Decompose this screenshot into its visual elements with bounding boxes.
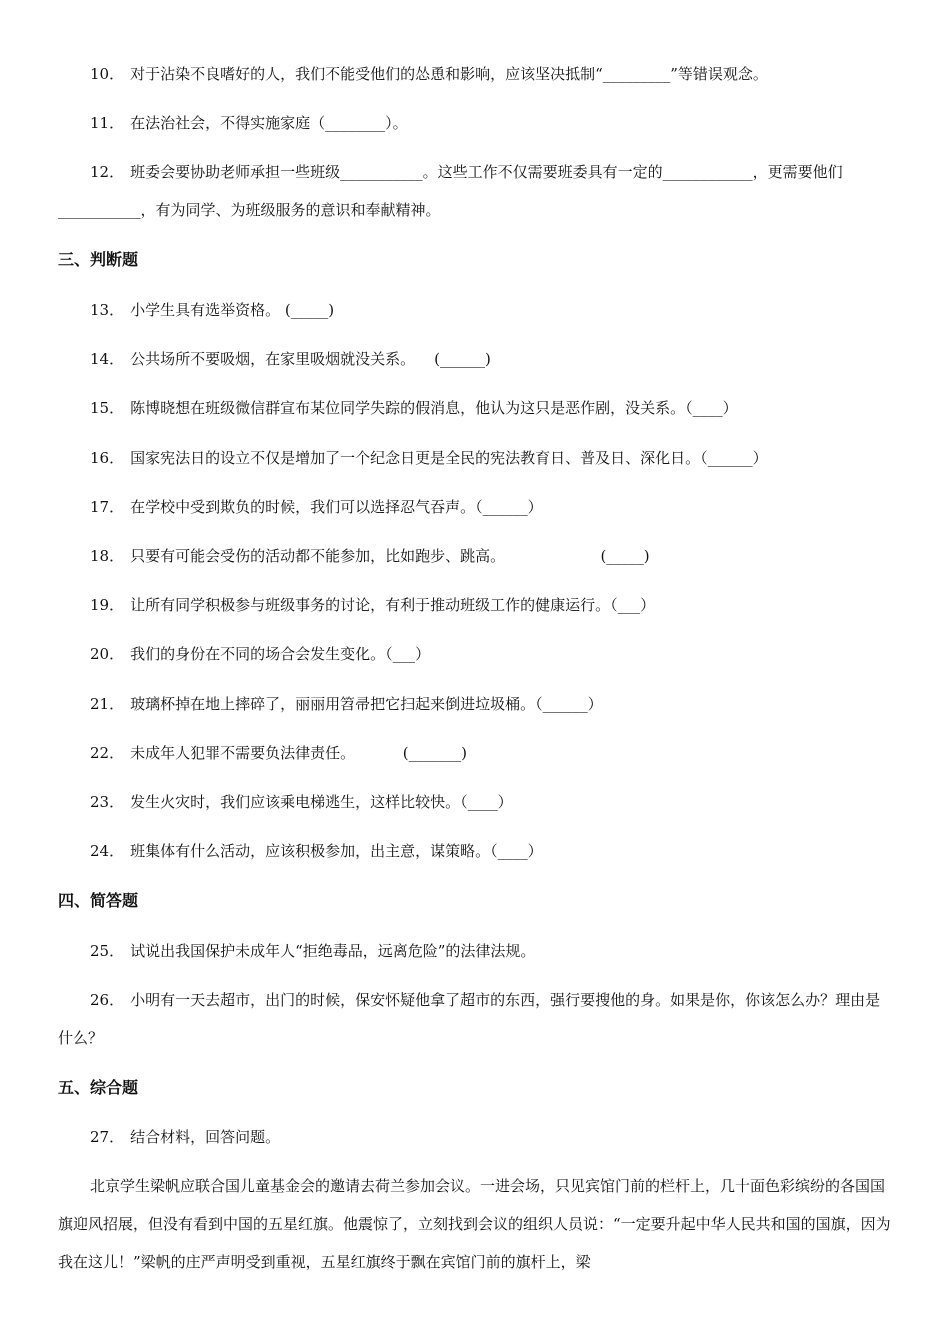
question-text: 班集体有什么活动，应该积极参加，出主意，谋策略。（____） (130, 842, 543, 860)
question-21 (90, 694, 894, 714)
question-text: 让所有同学积极参与班级事务的讨论，有利于推动班级工作的健康运行。（___） (130, 596, 656, 614)
question-22 (90, 743, 894, 763)
reading-passage: 北京学生梁帆应联合国儿童基金会的邀请去荷兰参加会议。一进会场，只见宾馆门前的栏杆上，几十面色彩缤纷的各国国旗迎风招展，但没有看到中国的五星红旗。他震惊了，立刻找到会议的组织人员说：“一定要升起中华人民共和国的国旗，因为我在这儿！”梁帆的庄严声明受到重视，五星红旗终于飘在宾馆门前的旗杆上，梁 (58, 1177, 891, 1271)
question-16 (90, 448, 894, 468)
question-number: 17． (90, 498, 125, 516)
question-text: 试说出我国保护未成年人“拒绝毒品，远离危险”的法律法规。 (130, 942, 536, 960)
question-13 (90, 300, 894, 320)
question-18 (90, 546, 894, 566)
question-number: 25． (90, 942, 125, 960)
question-text: 只要有可能会受伤的活动都不能参加，比如跑步、跳高。 (_____) (130, 547, 650, 565)
question-text: 小学生具有选举资格。 (_____) (130, 301, 335, 319)
question-27 (90, 1127, 894, 1147)
question-20 (90, 644, 894, 664)
question-text: 结合材料，回答问题。 (130, 1128, 281, 1146)
question-23 (90, 792, 894, 812)
question-number: 12． (90, 163, 125, 181)
question-number: 24． (90, 842, 125, 860)
question-11 (90, 113, 894, 133)
question-15 (90, 398, 894, 418)
question-25 (90, 941, 894, 961)
question-number: 16． (90, 449, 125, 467)
question-text: 陈博晓想在班级微信群宣布某位同学失踪的假消息，他认为这只是恶作剧，没关系。（____） (130, 399, 738, 417)
question-26 (58, 981, 894, 1057)
section-heading-short-answer: 四、简答题 (58, 891, 139, 910)
question-text: 发生火灾时，我们应该乘电梯逃生，这样比较快。（____） (130, 793, 513, 811)
question-19 (90, 595, 894, 615)
question-24 (90, 841, 894, 861)
question-number: 26． (90, 991, 125, 1009)
question-number: 19． (90, 596, 125, 614)
question-14 (90, 349, 894, 369)
question-number: 22． (90, 744, 125, 762)
question-text: 我们的身份在不同的场合会发生变化。（___） (130, 645, 431, 663)
question-number: 15． (90, 399, 125, 417)
question-text: 在法治社会，不得实施家庭（________）。 (130, 114, 408, 132)
question-10 (90, 64, 894, 84)
question-text: 国家宪法日的设立不仅是增加了一个纪念日更是全民的宪法教育日、普及日、深化日。（______） (130, 449, 768, 467)
question-number: 14． (90, 350, 125, 368)
question-text: 在学校中受到欺负的时候，我们可以选择忍气吞声。（______） (130, 498, 543, 516)
section-heading-comprehensive: 五、综合题 (58, 1078, 139, 1097)
question-text: 未成年人犯罪不需要负法律责任。 (_______) (130, 744, 467, 762)
question-number: 20． (90, 645, 125, 663)
question-text: 班委会要协助老师承担一些班级___________。这些工作不仅需要班委具有一定的____________，更需要他们___________，有为同学、为班级服务的意识和奉献精神。 (58, 163, 843, 219)
question-number: 18． (90, 547, 125, 565)
question-number: 21． (90, 695, 125, 713)
question-text: 小明有一天去超市，出门的时候，保安怀疑他拿了超市的东西，强行要搜他的身。如果是你，你该怎么办？理由是什么？ (58, 991, 881, 1047)
question-number: 23． (90, 793, 125, 811)
question-number: 11． (90, 114, 125, 132)
question-number: 27． (90, 1128, 125, 1146)
section-heading-judge: 三、判断题 (58, 250, 139, 269)
question-number: 13． (90, 301, 125, 319)
question-text: 对于沾染不良嗜好的人，我们不能受他们的怂恿和影响，应该坚决抵制“_________”等错误观念。 (130, 65, 768, 83)
question-text: 公共场所不要吸烟，在家里吸烟就没关系。 (______) (130, 350, 491, 368)
question-number: 10． (90, 65, 125, 83)
question-17 (90, 497, 894, 517)
question-text: 玻璃杯掉在地上摔碎了，丽丽用笤帚把它扫起来倒进垃圾桶。（______） (130, 695, 603, 713)
question-12 (58, 153, 894, 229)
